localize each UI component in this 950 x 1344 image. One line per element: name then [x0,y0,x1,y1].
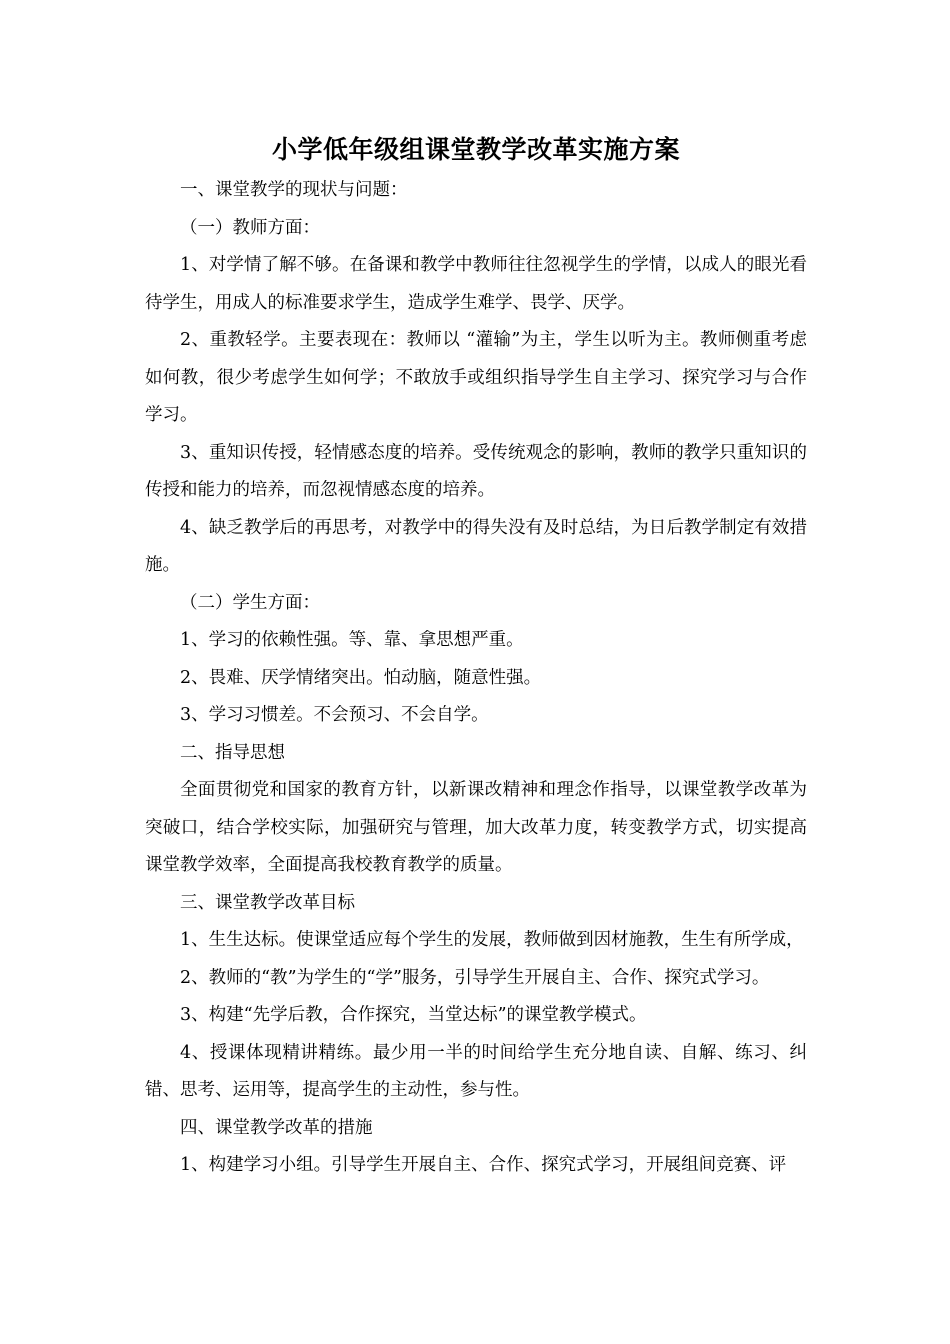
section-heading-reform-measures: 四、课堂教学改革的措施 [180,1117,373,1138]
subsection-heading-students: （二）学生方面： [180,592,320,613]
paragraph-student-issue-3: 3、学习习惯差。不会预习、不会自学。 [180,705,489,725]
document-page [145,130,807,1185]
section-heading-reform-goals: 三、课堂教学改革目标 [180,892,355,913]
paragraph-student-issue-1: 1、学习的依赖性强。等、靠、拿思想严重。 [180,630,524,650]
paragraph-measure-1: 1、构建学习小组。引导学生开展自主、合作、探究式学习，开展组间竞赛、评 [180,1155,787,1175]
paragraph-student-issue-2: 2、畏难、厌学情绪突出。怕动脑，随意性强。 [180,667,542,688]
paragraph-teacher-issue-1: 1、对学情了解不够。在备课和教学中教师往往忽视学生的学情，以成人的眼光看待学生，用成人的标准要求学生，造成学生难学、畏学、厌学。 [145,255,807,313]
paragraph-teacher-issue-4: 4、缺乏教学后的再思考，对教学中的得失没有及时总结，为日后教学制定有效措施。 [145,517,807,575]
paragraph-guiding-ideology: 全面贯彻党和国家的教育方针，以新课改精神和理念作指导，以课堂教学改革为突破口，结合学校实际，加强研究与管理，加大改革力度，转变教学方式，切实提高课堂教学效率，全面提高我校教育教学的质量。 [145,780,807,875]
section-heading-status: 一、课堂教学的现状与问题： [180,180,408,200]
document-title: 小学低年级组课堂教学改革实施方案 [271,135,680,164]
subsection-heading-teachers: （一）教师方面： [180,217,320,238]
paragraph-teacher-issue-2: 2、重教轻学。主要表现在：教师以 “灌输”为主，学生以听为主。教师侧重考虑如何教，很少考虑学生如何学；不敢放手或组织指导学生自主学习、探究学习与合作学习。 [145,330,807,425]
paragraph-goal-2: 2、教师的“教”为学生的“学”服务，引导学生开展自主、合作、探究式学习。 [180,967,770,988]
paragraph-goal-1: 1、生生达标。使课堂适应每个学生的发展，教师做到因材施教，生生有所学成， [180,930,804,950]
paragraph-goal-3: 3、构建“先学后教，合作探究，当堂达标”的课堂教学模式。 [180,1005,647,1025]
paragraph-goal-4: 4、授课体现精讲精练。最少用一半的时间给学生充分地自读、自解、练习、纠错、思考、运用等，提高学生的主动性，参与性。 [145,1042,807,1100]
section-heading-guiding-ideology: 二、指导思想 [180,742,285,763]
paragraph-teacher-issue-3: 3、重知识传授，轻情感态度的培养。受传统观念的影响，教师的教学只重知识的传授和能力的培养，而忽视情感态度的培养。 [145,442,807,500]
